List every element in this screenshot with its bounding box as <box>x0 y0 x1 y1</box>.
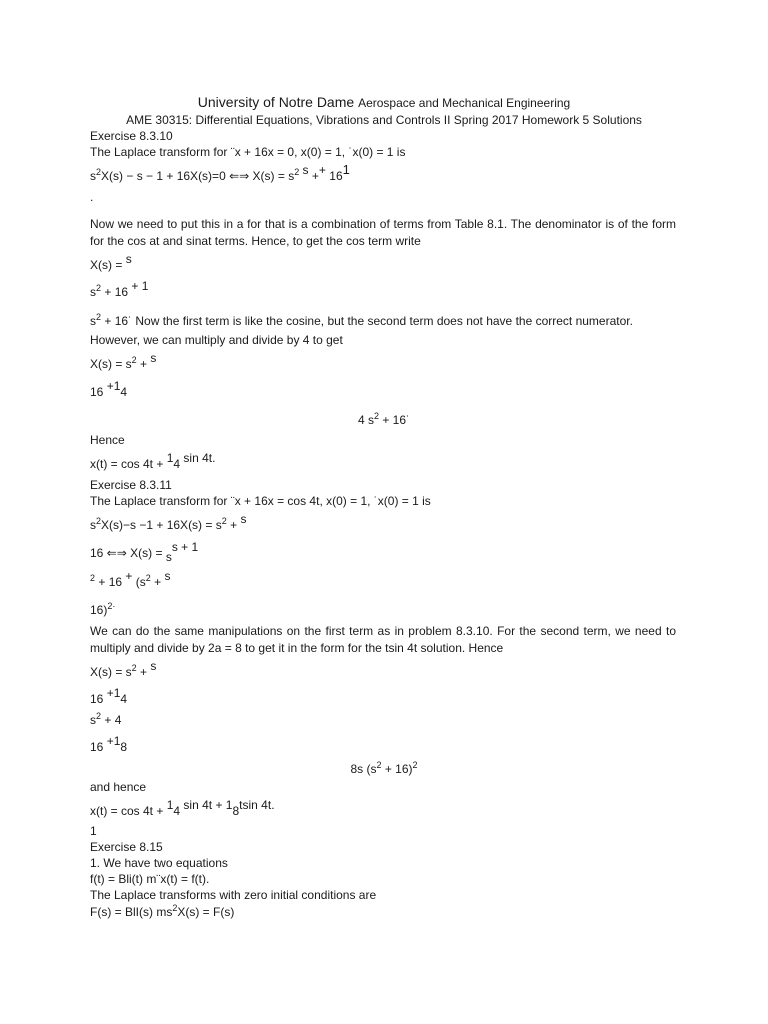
paragraph-line: The Laplace transforms with zero initial conditions are <box>90 888 377 902</box>
symbol-plus: + <box>140 665 148 679</box>
equation-text: s + 1 <box>171 540 199 554</box>
superscript: 2 <box>412 760 418 770</box>
superscript: 2 <box>90 573 96 583</box>
and-hence-label: and hence <box>90 780 147 794</box>
symbol-plus: + <box>106 734 114 748</box>
symbol-1: 1 <box>342 162 350 177</box>
equation-line <box>90 252 132 272</box>
equation-line <box>90 905 234 919</box>
symbol-1: 1 <box>225 798 233 812</box>
equation-text: X(s) = F(s) <box>177 905 235 919</box>
symbol-plus: + <box>318 163 326 177</box>
symbol-s: s <box>240 512 247 526</box>
symbol-plus: + <box>140 357 148 371</box>
centered-fraction <box>0 413 768 427</box>
equation-line <box>90 603 115 617</box>
equation-text: sin 4t + <box>183 798 223 812</box>
equation-line <box>90 379 128 399</box>
equation-line <box>90 734 128 754</box>
superscript: 2 <box>373 411 379 421</box>
symbol-s: s <box>302 163 309 177</box>
symbol-s: s <box>90 314 96 328</box>
symbol-plus: + <box>154 575 162 589</box>
symbol-4: 4 <box>173 804 181 818</box>
symbol-1: 1 <box>166 451 174 465</box>
equation-text: 16 ⇐⇒ X(s) = <box>90 546 163 560</box>
superscript: 2 <box>376 760 382 770</box>
equation-text: X(s) = s <box>90 357 132 371</box>
equation-text: 16 <box>90 385 104 399</box>
symbol-8: 8 <box>232 804 240 818</box>
symbol-8: 8 <box>120 740 128 754</box>
superscript: 2 <box>96 167 102 177</box>
equation-text: X(s)−s −1 + 16X(s) = s <box>101 518 222 532</box>
symbol-16: 16 <box>90 740 104 754</box>
symbol-plus: + <box>106 686 114 700</box>
symbol-4: 4 <box>120 385 128 399</box>
symbol-4: 4 <box>173 457 181 471</box>
exercise-title: Exercise 8.15 <box>90 840 163 854</box>
symbol-s: s <box>125 252 132 266</box>
symbol-plus: + <box>125 569 133 583</box>
superscript: 2 <box>96 283 102 293</box>
equation-line <box>90 713 121 727</box>
symbol-1: 1 <box>113 379 121 393</box>
symbol-plus: + <box>311 169 319 183</box>
equation-text: tsin 4t. <box>239 798 275 812</box>
symbol-1: 1 <box>141 279 149 293</box>
result-line <box>90 451 216 471</box>
symbol-1: 1 <box>166 798 174 812</box>
symbol-s: s <box>90 518 96 532</box>
equation-text: 16) <box>90 603 108 617</box>
laplace-intro: The Laplace transform for ¨x + 16x = cos 4t, x(0) = 1, ˙x(0) = 1 is <box>90 494 431 508</box>
symbol-s: s <box>150 659 157 673</box>
symbol-s: s <box>164 569 171 583</box>
symbol-4: 4 <box>120 692 128 706</box>
equation-text: (s <box>135 575 146 589</box>
equation-text: sin 4t. <box>183 451 216 465</box>
header-title <box>0 95 768 110</box>
equation-line: f(t) = Bli(t) m¨x(t) = f(t). <box>90 872 210 886</box>
equation-text: x(t) = cos 4t + <box>90 457 164 471</box>
centered-fraction <box>0 762 768 776</box>
superscript: 2 <box>131 355 137 365</box>
superscript: 2 <box>145 573 151 583</box>
equation-line <box>90 540 199 564</box>
symbol-s: s <box>90 285 96 299</box>
laplace-intro: The Laplace transform for ¨x + 16x = 0, x(0) = 1, ˙x(0) = 1 is <box>90 145 406 159</box>
equation-text: + 16˙ <box>382 413 411 427</box>
symbol-plus: + <box>106 379 114 393</box>
symbol-s: s <box>150 351 157 365</box>
symbol-s: s <box>165 550 172 564</box>
equation-line <box>90 279 149 299</box>
symbol-16: 16 <box>329 169 343 183</box>
equation-text: F(s) = BlI(s) ms <box>90 905 173 919</box>
paragraph: Now we need to put this in a for that is a combination of terms from Table 8.1. The denominator is of the form for the cos at and sinat terms. Hence, to get the cos term write <box>90 217 676 248</box>
superscript: 2 <box>96 711 102 721</box>
result-line <box>90 798 275 818</box>
symbol-s: s <box>90 713 96 727</box>
university-name: University of Notre Dame <box>197 94 355 110</box>
paragraph-line: However, we can multiply and divide by 4 to get <box>90 333 343 347</box>
list-item: 1. We have two equations <box>90 856 228 870</box>
symbol-plus: + <box>131 279 139 293</box>
equation-text: + 16 <box>104 285 129 299</box>
paragraph: We can do the same manipulations on the first term as in problem 8.3.10. For the second term, we need to multiply and divide by 2a = 8 to get it in the form for the tsin 4t solution. Hence <box>90 624 676 655</box>
superscript: 2 <box>172 903 178 913</box>
superscript: 2 <box>294 167 300 177</box>
paragraph-text: + 16˙ Now the first term is like the cosine, but the second term does not have the correct numerator. <box>104 314 633 328</box>
symbol-plus: + <box>230 518 238 532</box>
superscript: 2 <box>96 312 102 322</box>
equation-text: + 16) <box>384 762 413 776</box>
symbol-1: 1 <box>113 734 121 748</box>
superscript: 2· <box>107 601 116 611</box>
equation-text: + 16 <box>98 575 123 589</box>
equation-line <box>90 351 157 371</box>
exercise-title: Exercise 8.3.11 <box>90 478 172 492</box>
exercise-title: Exercise 8.3.10 <box>90 129 173 143</box>
dot: . <box>90 190 94 204</box>
equation-text: X(s) = <box>90 258 123 272</box>
equation-line <box>90 659 157 679</box>
symbol-s: s <box>90 169 96 183</box>
superscript: 2 <box>131 663 137 673</box>
equation-text: X(s) − s − 1 + 16X(s)=0 ⇐⇒ X(s) = s <box>101 169 295 183</box>
course-line: AME 30315: Differential Equations, Vibrations and Controls II Spring 2017 Homework 5 Solutions <box>126 113 642 127</box>
equation-text: 4 s <box>357 413 374 427</box>
symbol-16: 16 <box>90 692 104 706</box>
superscript: 2 <box>96 516 102 526</box>
equation-text: x(t) = cos 4t + <box>90 804 164 818</box>
paragraph-line <box>90 314 633 328</box>
equation-line <box>90 686 128 706</box>
equation-text: + 4 <box>104 713 122 727</box>
symbol-1: 1 <box>113 686 121 700</box>
equation-line <box>90 569 171 589</box>
equation-line <box>90 512 247 532</box>
superscript: 2 <box>221 516 227 526</box>
department-name: Aerospace and Mechanical Engineering <box>358 96 571 110</box>
equation-line <box>90 162 350 183</box>
hence-label: Hence <box>90 433 125 447</box>
equation-text: 8s (s <box>350 762 377 776</box>
equation-text: X(s) = s <box>90 665 132 679</box>
page-number: 1 <box>90 824 97 838</box>
